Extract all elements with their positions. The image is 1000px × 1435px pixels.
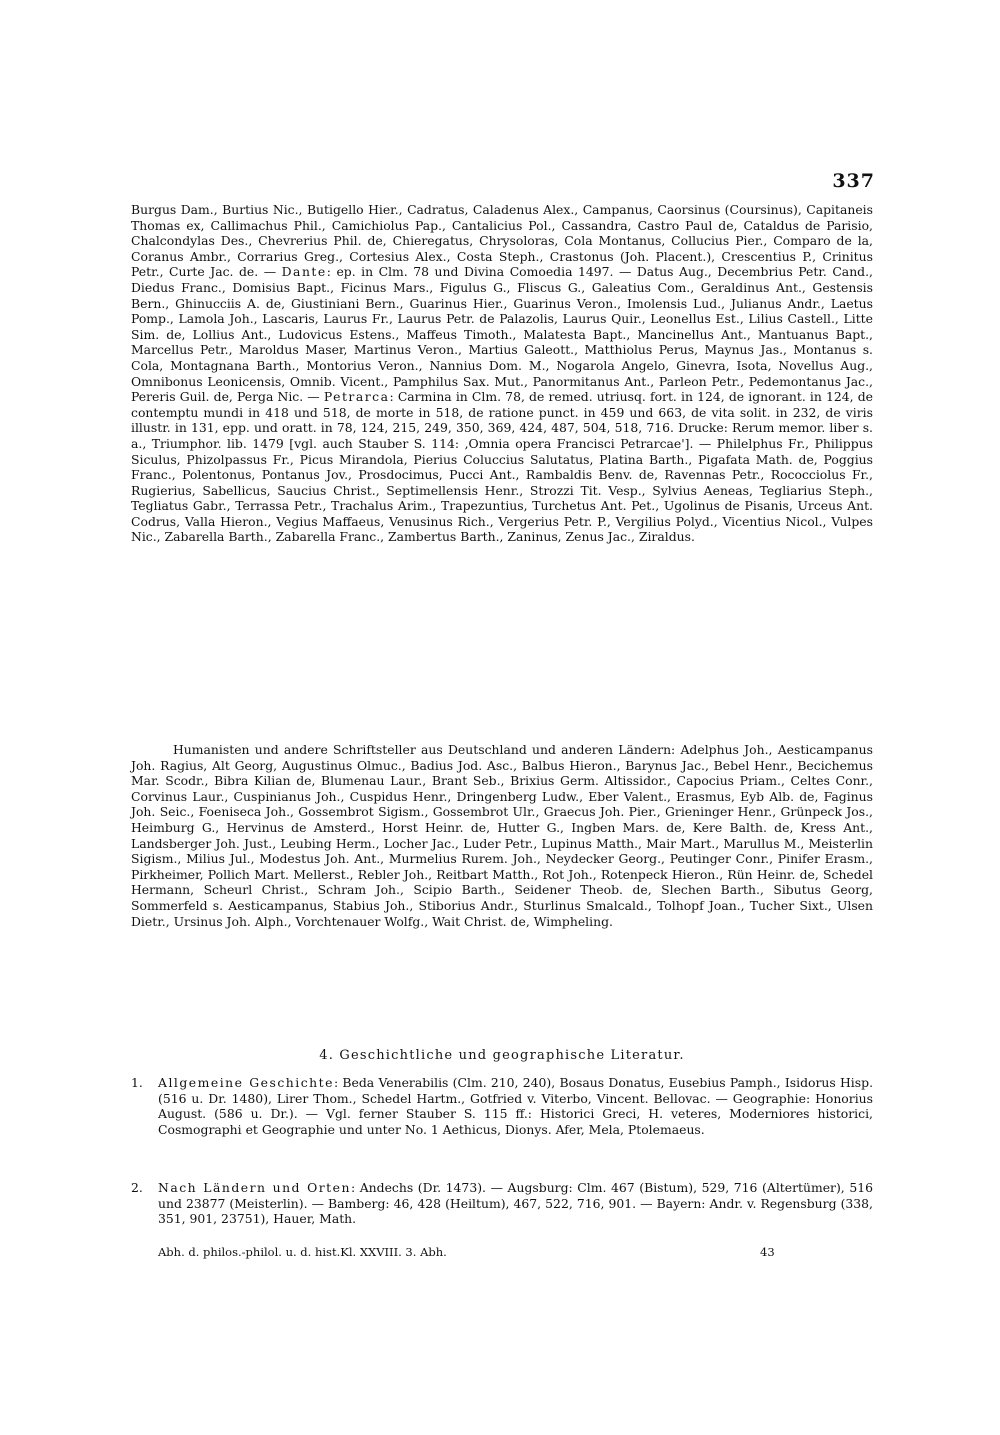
list-item xyxy=(131,1075,873,1137)
list-item-text: : Beda Venerabilis (Clm. 210, 240), Bosaus Donatus, Eusebius Pamph., Isidorus Hisp. (516 u. Dr. 1480), Lirer Thom., Schedel Hartm., Gotfried v. Viterbo, Vincent. Bellovac. — Geographie: Honorius August. (586 u. Dr.). — Vgl. ferner Stauber S. 115 ff.: Historici Greci, H. veteres, Moderniores historici, Cosmographi et Geographie und unter No. 1 Aethicus, Dionys. Afer, Mela, Ptolemaeus. xyxy=(158,1075,874,1137)
paragraph-text: : ep. in Clm. 78 und Divina Comoedia 1497. — Datus Aug., Decembrius Petr. Cand., Diedus Franc., Domisius Bapt., Ficinus Mars., Figulus G., Fliscus G., Galeatius Com., Geraldinus Ant., Gestensis Bern., Ghinucciis A. de, Giustiniani Bern., Guarinus Hier., Guarinus Veron., Imolensis Lud., Julianus Andr., Laetus Pomp., Lamola Joh., Lascaris, Laurus Fr., Laurus Petr. de Palazolis, Laurus Quir., Leonellus Est., Lilius Castell., Litte Sim. de, Lollius Ant., Ludovicus Estens., Maffeus Timoth., Malatesta Bapt., Mancinellus Ant., Mantuanus Bapt., Marcellus Petr., Maroldus Maser, Martinus Veron., Martius Galeott., Matthiolus Perus, Maynus Jas., Montanus s. Cola, Montagnana Barth., Montorius Veron., Nannius Dom. M., Nogarola Angelo, Ginevra, Isota, Novellus Aug., Omnibonus Leonicensis, Omnib. Vicent., Pamphilus Sax. Mut., Panormitanus Ant., Parleon Petr., Pedemontanus Jac., Pereris Guil. de, Perga Nic. — xyxy=(131,264,873,405)
list-item-title: Nach Ländern und Orten xyxy=(158,1180,351,1195)
list-item-number: 1. xyxy=(131,1075,143,1090)
paragraph-italian-humanists xyxy=(131,202,873,545)
list-item-number: 2. xyxy=(131,1180,143,1195)
paragraph-text: : Carmina in Clm. 78, de remed. utriusq. fort. in 124, de ignorant. in 124, de contemptu mundi in 418 und 518, de morte in 518, de ratione punct. in 459 und 663, de vita solit. in 232, de viris illustr. in 131, epp. und oratt. in 78, 124, 215, 249, 350, 369, 424, 487, 504, 518, 716. Drucke: Rerum memor. liber s. a., Triumphor. lib. 1479 [vgl. auch Stauber S. 114: ‚Omnia opera Francisci Petrarcae']. — Philelphus Fr., Philippus Siculus, Phizolpassus Fr., Picus Mirandola, Pierius Coluccius Salutatus, Platina Barth., Pigafata Math. de, Poggius Franc., Polentonus, Pontanus Jov., Prosdocimus, Pucci Ant., Rambaldis Benv. de, Ravennas Petr., Rococciolus Fr., Rugierius, Sabellicus, Saucius Christ., Septimellensis Henr., Strozzi Tit. Vesp., Sylvius Aeneas, Tegliarius Steph., Tegliatus Gabr., Terrassa Petr., Trachalus Arim., Trapezuntius, Turchetus Ant. Pet., Ugolinus de Pisanis, Urceus Ant. Codrus, Valla Hieron., Vegius Maffaeus, Venusinus Rich., Vergerius Petr. P., Vergilius Polyd., Vicentius Nicol., Vulpes Nic., Zabarella Barth., Zabarella Franc., Zambertus Barth., Zaninus, Zenus Jac., Ziraldus. xyxy=(131,389,873,545)
petrarca-heading: Petrarca xyxy=(323,389,390,405)
list-item-title: Allgemeine Geschichte xyxy=(158,1075,334,1090)
page-number: 337 xyxy=(832,170,875,192)
dante-heading: Dante xyxy=(281,264,327,280)
list-item-text: : Andechs (Dr. 1473). — Augsburg: Clm. 467 (Bistum), 529, 716 (Altertümer), 516 und 23877 (Meisterlin). — Bamberg: 46, 428 (Heiltum), 467, 522, 716, 901. — Bayern: Andr. v. Regensburg (338, 351, 901, 23751), Hauer, Math. xyxy=(158,1180,873,1227)
list-item-body xyxy=(158,1180,873,1227)
paragraph-german-humanists: Humanisten und andere Schriftsteller aus Deutschland und anderen Ländern: Adelphus Joh., Aesticampanus Joh. Ragius, Alt Georg, Augustinus Olmuc., Badius Jod. Asc., Balbus Hieron., Barynus Jac., Bebel Henr., Becichemus Mar. Scodr., Bibra Kilian de, Blumenau Laur., Brant Seb., Brixius Germ. Altissidor., Capocius Priam., Celtes Conr., Corvinus Laur., Cuspinianus Joh., Cuspidus Henr., Dringenberg Ludw., Eber Valent., Erasmus, Eyb Alb. de, Faginus Joh. Seic., Foeniseca Joh., Gossembrot Sigism., Gossembrot Ulr., Graecus Joh. Pier., Grieninger Henr., Grünpeck Jos., Heimburg G., Hervinus de Amsterd., Horst Heinr. de, Hutter G., Ingben Mars. de, Kere Balth. de, Kress Ant., Landsberger Joh. Just., Leubing Herm., Locher Jac., Luder Petr., Lupinus Matth., Mair Mart., Marullus M., Meisterlin Sigism., Milius Jul., Modestus Joh. Ant., Murmelius Rurem. Joh., Neydecker Georg., Peutinger Conr., Pinifer Erasm., Pirkheimer, Pollich Mart. Mellerst., Rebler Joh., Reitbart Matth., Rot Joh., Rotenpeck Hieron., Rün Heinr. de, Schedel Hermann, Scheurl Christ., Schram Joh., Scipio Barth., Seidener Theob. de, Slechen Barth., Sibutus Georg, Sommerfeld s. Aesticampanus, Stabius Joh., Stiborius Andr., Sturlinus Smalcald., Tolhopf Joan., Tucher Sixt., Ulsen Dietr., Ursinus Joh. Alph., Vorchtenauer Wolfg., Wait Christ. de, Wimpheling. xyxy=(131,742,873,929)
footer-publication: Abh. d. philos.-philol. u. d. hist.Kl. XXVIII. 3. Abh. xyxy=(158,1245,447,1259)
section-heading: 4. Geschichtliche und geographische Literatur. xyxy=(319,1048,685,1063)
paragraph-text: Burgus Dam., Burtius Nic., Butigello Hier., Cadratus, Caladenus Alex., Campanus, Caorsinus (Coursinus), Capitaneis Thomas ex, Callimachus Phil., Camichiolus Pap., Cantalicius Pol., Cassandra, Castro Paul de, Cataldus de Parisio, Chalcondylas Des., Chevrerius Phil. de, Chieregatus, Chrysoloras, Cola Montanus, Collucius Pier., Comparo de la, Coranus Ambr., Corrarius Greg., Cortesius Alex., Costa Steph., Crastonus (Joh. Placent.), Crescentius P., Crinitus Petr., Curte Jac. de. — xyxy=(131,202,873,280)
list-item-body xyxy=(158,1075,873,1137)
footer-signature: 43 xyxy=(760,1245,775,1259)
list-item xyxy=(131,1180,873,1227)
